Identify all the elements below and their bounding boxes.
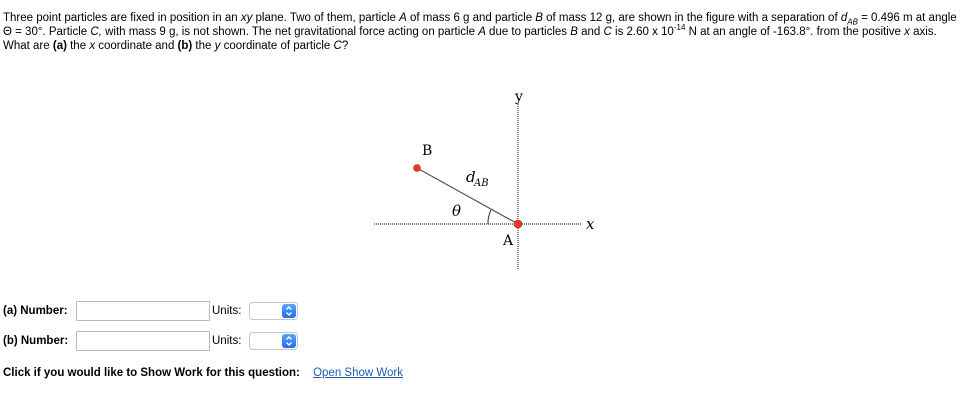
- answer-b-number-input[interactable]: [76, 331, 210, 351]
- y-axis-label: y: [515, 92, 523, 105]
- particle-figure: [370, 92, 610, 272]
- answer-a-label: (a) Number:: [3, 305, 68, 317]
- x-axis-label: x: [586, 215, 595, 233]
- answer-b-units-select[interactable]: [249, 332, 298, 350]
- answer-a-units-label: Units:: [212, 305, 242, 317]
- particle-b: [414, 165, 421, 172]
- angle-arc: [488, 210, 491, 224]
- particle-a: [514, 220, 522, 228]
- answer-a-units-select[interactable]: [249, 302, 298, 320]
- select-arrows-icon: [282, 304, 296, 318]
- distance-label: d: [466, 168, 476, 186]
- answer-b-label: (b) Number:: [3, 335, 69, 347]
- show-work-prompt: Click if you would like to Show Work for this question:: [3, 367, 300, 379]
- particle-a-label: A: [503, 233, 514, 249]
- problem-statement: Three point particles are fixed in position in an xy plane. Two of them, particle A of mass 6 g and particle B of mass 12 g, are shown in the figure with a separation of $d_{AB} = 0.496$ m at angle Θ = 30°. Particle C, with mass 9 g, is not shown. The net gravitational force acting on particle A due to particles B and C is 2.60 x $10^{-14}$ N at an angle of -163.8°. from the positive x axis. What are (a) the x coordinate and (b) the y coordinate of particle C?: [3, 12, 957, 52]
- answer-b-units-label: Units:: [212, 335, 242, 347]
- open-show-work-link[interactable]: Open Show Work: [313, 367, 404, 379]
- answer-a-number-input[interactable]: [76, 301, 210, 321]
- theta-label: θ: [452, 202, 462, 220]
- show-work-row: [3, 367, 403, 379]
- distance-label-subscript: AB: [474, 178, 489, 189]
- particle-b-label: B: [422, 143, 433, 159]
- select-arrows-icon: [282, 334, 296, 348]
